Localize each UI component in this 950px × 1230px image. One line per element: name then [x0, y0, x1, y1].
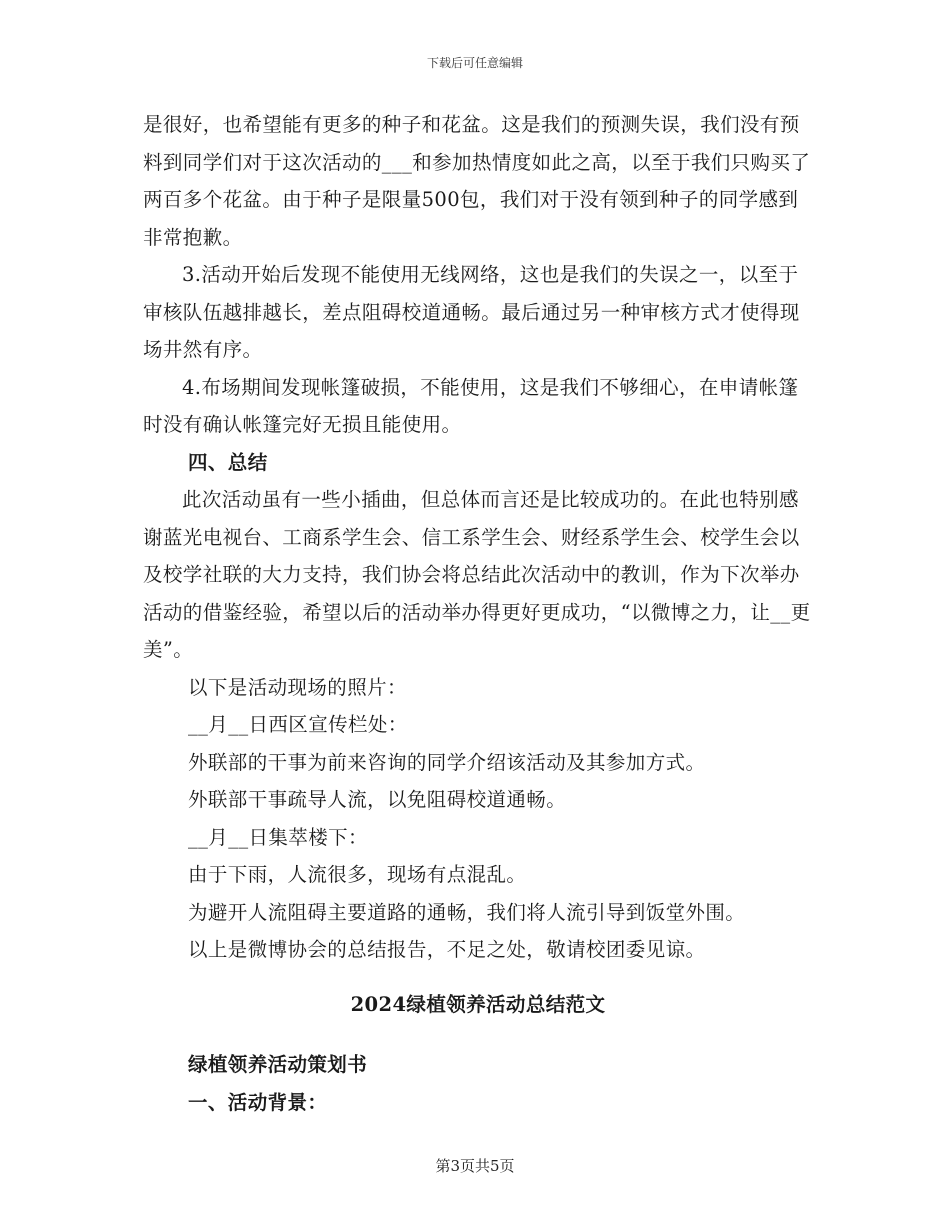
paragraph-continuation: 是很好，也希望能有更多的种子和花盆。这是我们的预测失误，我们没有预料到同学们对于这次活动的___和参加热情度如此之高，以至于我们只购买了两百多个花盆。由于种子是限量500包，我们对于没有领到种子的同学感到非常抱歉。 [143, 113, 811, 249]
page-footer: 第3页共5页 [435, 1157, 515, 1175]
line-photo-caption-1: 外联部的干事为前来咨询的同学介绍该活动及其参加方式。 [188, 750, 706, 774]
page-header: 下载后可任意编辑 [426, 56, 523, 70]
line-jicui-building: __月__日集萃楼下： [188, 825, 368, 849]
document-title: 2024绿植领养活动总结范文 [350, 992, 606, 1016]
line-photo-caption-3: 由于下雨，人流很多，现场有点混乱。 [188, 863, 527, 886]
subheading-background: 一、活动背景： [188, 1090, 328, 1114]
line-photos-intro: 以下是活动现场的照片： [188, 675, 407, 699]
paragraph-item-3: 3.活动开始后发现不能使用无线网络，这也是我们的失误之一，以至于审核队伍越排越长，差点阻碍校道通畅。最后通过另一种审核方式才使得现场井然有序。 [143, 263, 800, 361]
paragraph-item-4: 4.布场期间发现帐篷破损，不能使用，这是我们不够细心，在申请帐篷时没有确认帐篷完好无损且能使用。 [143, 375, 799, 436]
line-west-board: __月__日西区宣传栏处： [188, 713, 408, 736]
line-photo-caption-4: 为避开人流阻碍主要道路的通畅，我们将人流引导到饭堂外围。 [188, 900, 746, 924]
line-closing: 以上是微博协会的总结报告，不足之处，敬请校团委见谅。 [188, 938, 706, 961]
paragraph-summary: 此次活动虽有一些小插曲，但总体而言还是比较成功的。在此也特别感谢蓝光电视台、工商系学生会、信工系学生会、财经系学生会、校学生会以及校学社联的大力支持，我们协会将总结此次活动中的教训，作为下次举办活动的借鉴经验，希望以后的活动举办得更好更成功，“以微博之力，让__更美”。 [143, 488, 811, 661]
subheading-plan: 绿植领养活动策划书 [188, 1053, 368, 1076]
line-photo-caption-2: 外联部干事疏导人流，以免阻碍校道通畅。 [188, 788, 567, 811]
document-body [143, 106, 813, 1121]
section-heading-summary: 四、总结 [188, 450, 268, 474]
